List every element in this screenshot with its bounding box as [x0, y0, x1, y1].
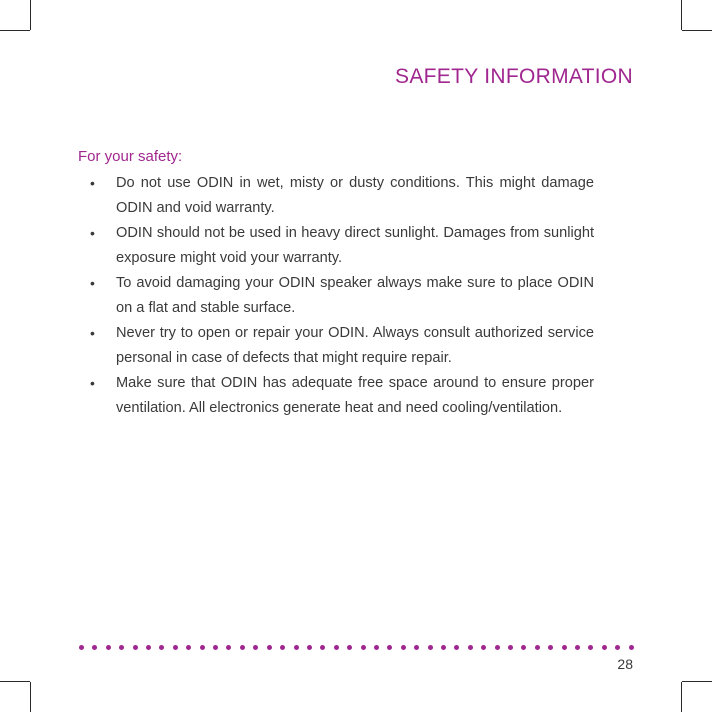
divider-dot [588, 645, 593, 650]
list-item-text: To avoid damaging your ODIN speaker always make sure to place ODIN on a flat and stable surface. [116, 275, 594, 316]
divider-dot [615, 645, 620, 650]
divider-dot [106, 645, 111, 650]
divider-dot [575, 645, 580, 650]
divider-dot [562, 645, 567, 650]
divider-dot [602, 645, 607, 650]
divider-dot [159, 645, 164, 650]
divider-dot [521, 645, 526, 650]
divider-dot [334, 645, 339, 650]
divider-dot [213, 645, 218, 650]
divider-dot [495, 645, 500, 650]
safety-list [90, 171, 594, 421]
bullet-icon: • [90, 275, 95, 291]
list-item-text: ODIN should not be used in heavy direct sunlight. Damages from sunlight exposure might void your warranty. [116, 225, 594, 266]
divider-dot [186, 645, 191, 650]
divider-dot [294, 645, 299, 650]
crop-mark-bottom-left-vertical [30, 682, 31, 712]
divider-dot [414, 645, 419, 650]
divider-dot [361, 645, 366, 650]
divider-dot [226, 645, 231, 650]
crop-mark-top-right-horizontal [682, 30, 712, 31]
list-item [90, 171, 594, 221]
divider-dot [280, 645, 285, 650]
section-heading: For your safety: [78, 148, 183, 165]
crop-mark-bottom-right-horizontal [682, 681, 712, 682]
crop-mark-bottom-right-vertical [681, 682, 682, 712]
divider-dot [267, 645, 272, 650]
dotted-divider [79, 643, 634, 651]
divider-dot [454, 645, 459, 650]
divider-dot [441, 645, 446, 650]
divider-dot [508, 645, 513, 650]
bullet-icon: • [90, 375, 95, 391]
divider-dot [240, 645, 245, 650]
list-item [90, 371, 594, 421]
divider-dot [535, 645, 540, 650]
crop-mark-bottom-left-horizontal [0, 681, 30, 682]
divider-dot [146, 645, 151, 650]
divider-dot [629, 645, 634, 650]
divider-dot [173, 645, 178, 650]
bullet-icon: • [90, 175, 95, 191]
divider-dot [548, 645, 553, 650]
divider-dot [481, 645, 486, 650]
list-item [90, 221, 594, 271]
crop-mark-top-left-vertical [30, 0, 31, 30]
crop-mark-top-left-horizontal [0, 30, 30, 31]
divider-dot [92, 645, 97, 650]
divider-dot [428, 645, 433, 650]
page-number: 28 [617, 656, 633, 672]
crop-mark-top-right-vertical [681, 0, 682, 30]
divider-dot [133, 645, 138, 650]
divider-dot [307, 645, 312, 650]
divider-dot [401, 645, 406, 650]
divider-dot [253, 645, 258, 650]
page-title: SAFETY INFORMATION [395, 65, 633, 88]
divider-dot [200, 645, 205, 650]
divider-dot [468, 645, 473, 650]
list-item-text: Do not use ODIN in wet, misty or dusty conditions. This might damage ODIN and void warranty. [116, 175, 594, 216]
divider-dot [119, 645, 124, 650]
list-item [90, 271, 594, 321]
bullet-icon: • [90, 325, 95, 341]
divider-dot [387, 645, 392, 650]
list-item-text: Never try to open or repair your ODIN. Always consult authorized service personal in case of defects that might require repair. [116, 325, 594, 366]
divider-dot [374, 645, 379, 650]
list-item-text: Make sure that ODIN has adequate free space around to ensure proper ventilation. All electronics generate heat and need cooling/ventilation. [116, 375, 594, 416]
divider-dot [320, 645, 325, 650]
divider-dot [347, 645, 352, 650]
bullet-icon: • [90, 225, 95, 241]
divider-dot [79, 645, 84, 650]
list-item [90, 321, 594, 371]
